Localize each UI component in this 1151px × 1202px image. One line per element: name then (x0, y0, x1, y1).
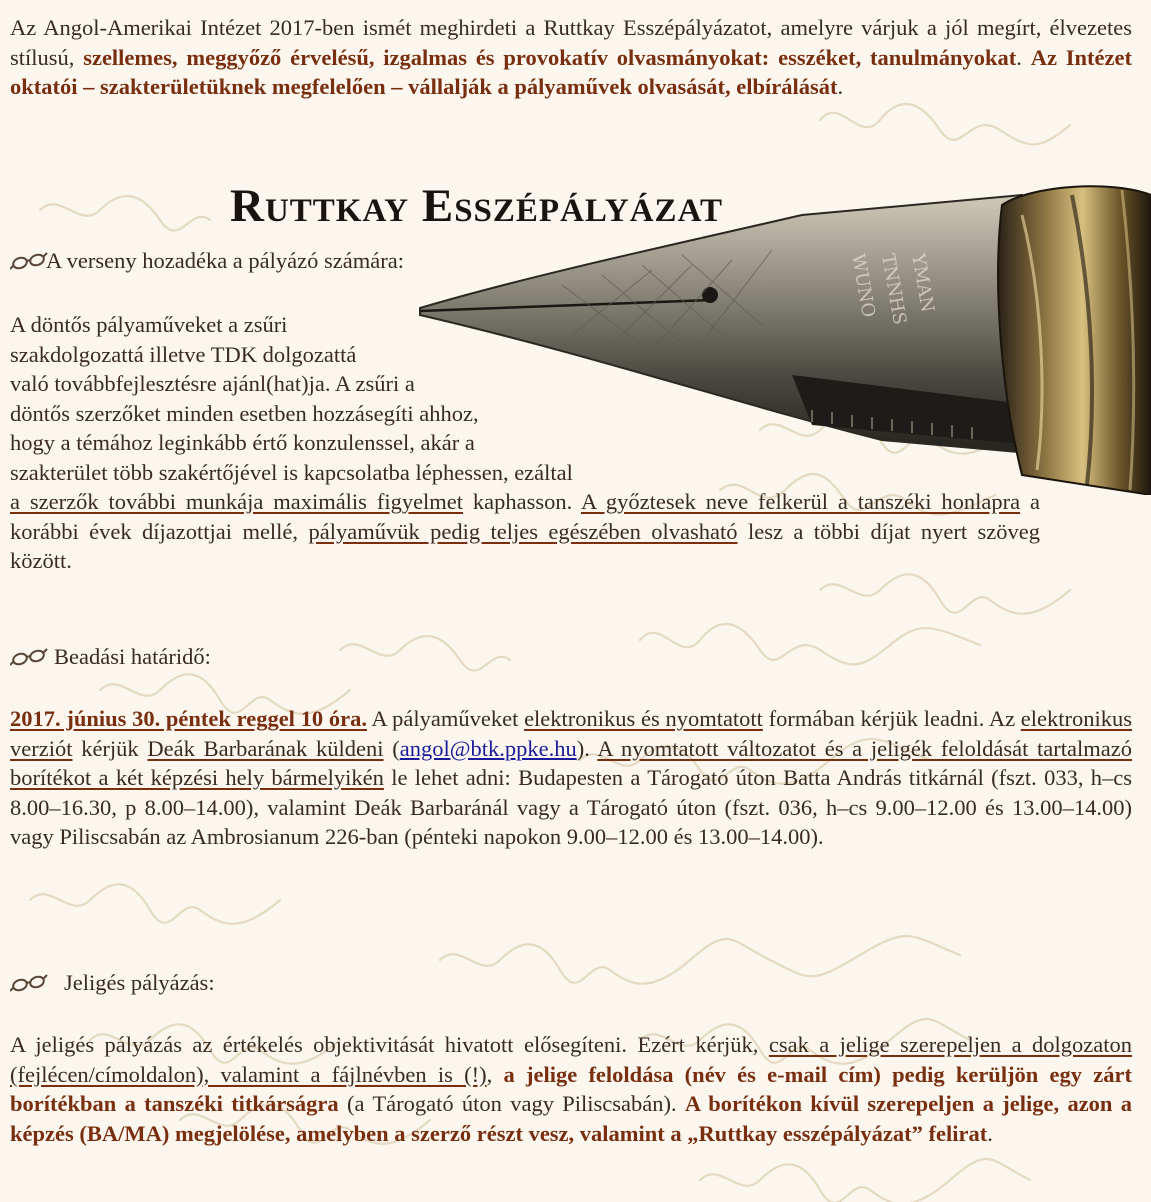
intro-text-2: . (1016, 44, 1031, 70)
pseudonym-bold-2: A borítékon kívül szerepeljen a jelige, azon a képzés (BA/MA) megjelölése, amelyben a szerző részt vesz, valamint a „Ruttkay esszépályázat” felirat (10, 1091, 1133, 1146)
pseudonym-text: , (486, 1061, 504, 1087)
svg-text:TNNHS: TNNHS (877, 252, 911, 327)
deadline-paragraph (10, 704, 1132, 852)
benefits-line: hogy a témához leginkább értő konzulenssel, akár a (10, 430, 475, 455)
pseudonym-text: . (987, 1120, 993, 1146)
deadline-text: ( (383, 735, 400, 761)
benefits-line: A döntős pályaműveket a zsűri (10, 312, 288, 337)
deadline-underlined-2: elektronikus verziót (10, 706, 1132, 761)
deadline-text: formában kérjük leadni. Az (762, 706, 1021, 731)
svg-text:YMAN: YMAN (907, 252, 939, 315)
benefits-underlined-1: a szerzők további munkája maximális figyelmet (10, 489, 464, 514)
glasses-icon (10, 252, 48, 270)
section-heading-deadline (10, 642, 211, 672)
benefits-line: döntős szerzőket minden esetben hozzásegíti ahhoz, (10, 400, 479, 426)
benefits-line: szakterület több szakértőjével is kapcsolatba léphessen, ezáltal (10, 459, 573, 485)
deadline-date: 2017. június 30. péntek reggel 10 óra. (10, 706, 367, 731)
section-heading-text: Jeligés pályázás: (64, 970, 215, 995)
deadline-underlined-3: Deák Barbarának küldeni (147, 735, 384, 761)
deadline-underlined-4: A nyomtatott változatot és a jeligék feloldását tartalmazó borítékot a két képzési hely bármelyikén (10, 735, 1132, 790)
benefits-continued (10, 487, 1040, 576)
deadline-text: ). (576, 735, 598, 761)
section-heading-benefits (10, 246, 404, 276)
benefits-text: a korábbi évek díjazottjai mellé, (10, 489, 1040, 544)
deadline-text: A pályaműveket (366, 706, 525, 731)
intro-bold-1: szellemes, meggyőző érvelésű, izgalmas és provokatív olvasmányokat: esszéket, tanulmányokat (83, 44, 1017, 70)
section-heading-text: Beadási határidő: (54, 644, 211, 669)
benefits-line: való továbbfejlesztésre ajánl(hat)ja. A zsűri a (10, 371, 415, 396)
benefits-line: szakdolgozattá illetve TDK dolgozattá (10, 341, 357, 367)
pseudonym-text: A jeligés pályázás az értékelés objektivitását hivatott elősegíteni. Ezért kérjük, (10, 1032, 769, 1057)
section-heading-pseudonym (10, 968, 215, 998)
intro-paragraph (10, 13, 1132, 102)
pseudonym-underlined: csak a jelige szerepeljen a dolgozaton (fejlécen/címoldalon), valamint a fájlnévben is (!) (10, 1032, 1133, 1087)
deadline-text: le lehet adni: Budapesten a Tárogató úton Batta András titkárnál (fszt. 033, h–cs 8.00–16.30, p 8.00–14.00), valamint Deák Barbaránál vagy a Tárogató úton (fszt. 036, h–cs 9.00–12.00 és 13.00–14.00) vagy Piliscsabán az Ambrosianum 226-ban (pénteki napokon 9.00–12.00 és 13.00–14.00). (10, 765, 1133, 849)
section-heading-text: A verseny hozadéka a pályázó számára: (46, 248, 404, 273)
intro-bold-2: Az Intézet oktatói – szakterületüknek megfelelően – vállalják a pályaművek olvasását, elbírálását (10, 44, 1132, 99)
benefits-paragraph (10, 310, 1132, 576)
deadline-text: kérjük (72, 735, 148, 761)
deadline-underlined-1: elektronikus és nyomtatott (524, 706, 763, 731)
benefits-underlined-2: A győztesek neve felkerül a tanszéki honlapra (580, 489, 1021, 514)
pseudonym-bold-1: a jelige feloldása (név és e-mail cím) pedig kerüljön egy zárt borítékban a tanszéki titkárságra (10, 1061, 1132, 1116)
intro-text-3: . (837, 74, 844, 99)
benefits-underlined-3: pályaművük pedig teljes egészében olvasható (308, 518, 738, 544)
svg-text:WUNO: WUNO (847, 252, 879, 320)
benefits-text: lesz a többi díjat nyert szöveg között. (10, 518, 1040, 573)
pseudonym-text: (a Tárogató úton vagy Piliscsabán). (338, 1091, 685, 1116)
benefits-text: kaphasson. (463, 489, 581, 514)
glasses-icon (10, 974, 48, 992)
intro-text: Az Angol-Amerikai Intézet 2017-ben ismét meghirdeti a Ruttkay Esszépályázatot, amelyre várjuk a jól megírt, élvezetes stílusú, (10, 15, 1132, 70)
pseudonym-paragraph (10, 1030, 1132, 1148)
glasses-icon (10, 648, 48, 666)
email-link[interactable]: angol@btk.ppke.hu (399, 735, 577, 761)
page-title: Ruttkay Esszépályázat (230, 180, 723, 232)
